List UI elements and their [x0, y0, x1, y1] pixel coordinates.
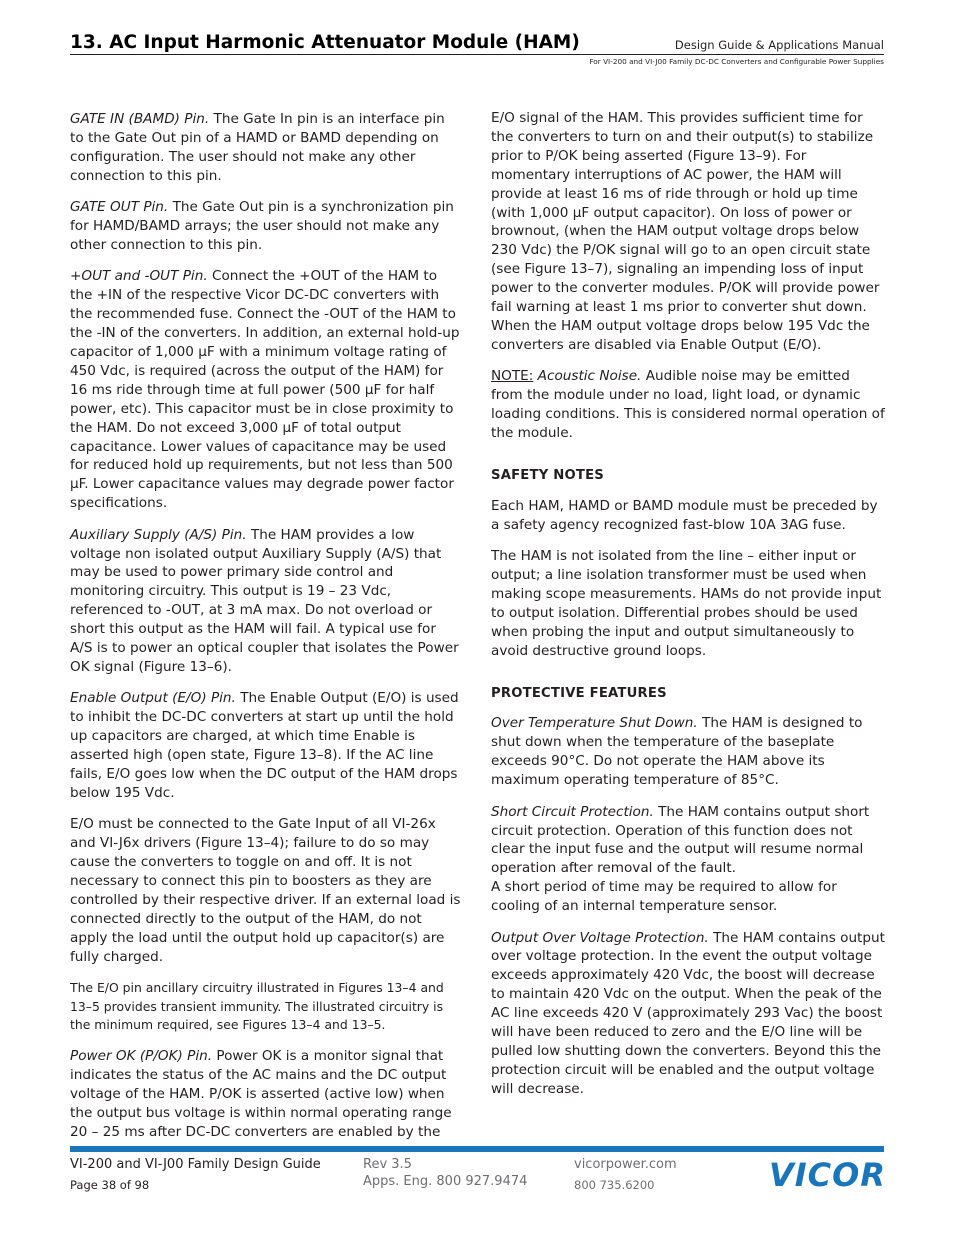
revision-label: Rev 3.5	[363, 1157, 412, 1172]
paragraph-over-voltage	[491, 929, 885, 1099]
paragraph-text: The Gate In pin is an interface pin to the Gate Out pin of a HAMD or BAMD depending on configuration. The user should not make any other connection to this pin.	[70, 111, 445, 184]
safety-notes-heading: SAFETY NOTES	[491, 467, 605, 483]
paragraph-lead: Power OK (P/OK) Pin.	[70, 1048, 213, 1065]
paragraph-text: Connect the +OUT of the HAM to the +IN of the respective Vicor DC-DC converters with the recommended fuse. Connect the -OUT of the HAM to the -IN of the converters. In addition, an external hold-up capacitor of 1,000 µF with a minimum voltage rating of 450 Vdc, is required (across the output of the HAM) for 16 ms ride through time at full power (500 µF for half power, etc). This capacitor must be in close proximity to the HAM. Do not exceed 3,000 µF of total output capacitance. Lower values of capacitance may be used for reduced hold up requirements, but not less than 500 µF. Lower capacitance values may degrade power factor specifications.	[70, 268, 460, 512]
paragraph-text: The HAM provides a low voltage non isolated output Auxiliary Supply (A/S) that may be used to power primary side control and monitoring circuitry. This output is 19 – 23 Vdc, referenced to -OUT, at 3 mA max. Do not overload or short this output as the HAM will fail. A typical use for A/S is to power an optical coupler that isolates the Power OK signal (Figure 13–6).	[70, 526, 459, 675]
paragraph-text: The Enable Output (E/O) is used to inhibit the DC-DC converters at start up until the hold up capacitors are charged, at which time Enable is asserted high (open state, Figure 13–8). If the AC line fails, E/O goes low when the DC output of the HAM drops below 195 Vdc.	[70, 690, 459, 801]
paragraph-lead: Over Temperature Shut Down.	[491, 715, 698, 732]
paragraph-out-pins	[70, 267, 462, 513]
paragraph-text: The HAM contains output short circuit protection. Operation of this function does not clear the input fuse and the output will resume normal operation after removal of the fault.	[491, 803, 870, 877]
note-acoustic-noise	[491, 367, 885, 443]
paragraph-lead: GATE OUT Pin.	[70, 199, 169, 216]
paragraph-text: Power OK is a monitor signal that indicates the status of the AC mains and the DC output voltage of the HAM. P/OK is asserted (active low) when the output bus voltage is within normal operating range 20 – 25 ms after DC-DC converters are enabled by the	[70, 1048, 452, 1140]
website-link[interactable]: vicorpower.com	[574, 1157, 677, 1172]
protective-features-heading: PROTECTIVE FEATURES	[491, 685, 667, 701]
paragraph-lead: Enable Output (E/O) Pin.	[70, 690, 236, 707]
vicor-logo: VICOR	[769, 1156, 886, 1194]
page-title: 13. AC Input Harmonic Attenuator Module (HAM)	[70, 32, 580, 53]
paragraph-text: The HAM contains output over voltage protection. In the event the output voltage exceeds approximately 420 Vdc, the boost will decrease to maintain 420 Vdc on the output. When the peak of the AC line exceeds 420 V (approximately 293 Vac) the boost will have been reduced to zero and the E/O line will be pulled low shutting down the converters. Beyond this the protection circuit will be enabled and the output voltage will decrease.	[491, 929, 885, 1097]
right-column	[491, 110, 885, 1111]
note-label: NOTE:	[491, 368, 534, 385]
paragraph-short-circuit	[491, 803, 885, 916]
paragraph-text: The HAM is designed to shut down when the temperature of the baseplate exceeds 90°C. Do not operate the HAM above its maximum operating temperature of 85°C.	[491, 715, 863, 789]
manual-subtitle: For VI-200 and VI-J00 Family DC-DC Converters and Configurable Power Supplies	[589, 57, 884, 66]
manual-title: Design Guide & Applications Manual	[674, 38, 884, 52]
paragraph-power-ok	[70, 1047, 462, 1142]
paragraph-over-temperature	[491, 714, 885, 790]
page-number: Page 38 of 98	[70, 1178, 150, 1192]
paragraph-lead: +OUT and -OUT Pin.	[70, 268, 208, 285]
paragraph-text: The Gate Out pin is a synchronization pin for HAMD/BAMD arrays; the user should not make any other connection to this pin.	[70, 199, 454, 253]
safety-paragraph: Each HAM, HAMD or BAMD module must be preceded by a safety agency recognized fast-blow 10A 3AG fuse.	[491, 497, 878, 533]
footer-revision	[363, 1157, 527, 1189]
paragraph-lead: Auxiliary Supply (A/S) Pin.	[70, 526, 247, 543]
paragraph-eo-connection: E/O must be connected to the Gate Input of all VI-26x and VI-J6x drivers (Figure 13–4); failure to do so may cause the converters to toggle on and off. It is not necessary to connect this pin to boosters as they are controlled by their respective driver. If an external load is connected directly to the output of the HAM, do not apply the load until the output hold up capacitor(s) are fully charged.	[70, 816, 461, 965]
footer-guide-title: VI-200 and VI-J00 Family Design Guide	[70, 1157, 321, 1172]
note-lead: Acoustic Noise.	[533, 368, 642, 385]
paragraph-text: A short period of time may be required to allow for cooling of an internal temperature sensor.	[491, 879, 837, 915]
contact-phone: 800 735.6200	[574, 1178, 655, 1192]
left-column	[70, 110, 462, 1154]
paragraph-enable-output	[70, 689, 462, 802]
paragraph-aux-supply	[70, 526, 462, 677]
paragraph-gate-out	[70, 198, 462, 255]
safety-notes	[491, 497, 885, 661]
safety-paragraph: The HAM is not isolated from the line – either input or output; a line isolation transformer must be used when making scope measurements. HAMs do not provide input to output isolation. Differential probes should be used when probing the input and output simultaneously to avoid destructive ground loops.	[491, 548, 882, 659]
header-divider	[70, 54, 884, 55]
paragraph-gate-in	[70, 110, 462, 186]
paragraph-lead: Output Over Voltage Protection.	[491, 929, 709, 946]
apps-eng-phone: Apps. Eng. 800 927.9474	[363, 1174, 528, 1189]
footer-guide	[70, 1157, 321, 1192]
note-text: Audible noise may be emitted from the module under no load, light load, or dynamic loading conditions. This is considered normal operation of the module.	[491, 368, 885, 441]
footer-contact	[574, 1157, 677, 1192]
paragraph-power-ok-continued: E/O signal of the HAM. This provides sufficient time for the converters to turn on and their output(s) to stabilize prior to P/OK being asserted (Figure 13–9). For momentary interruptions of AC power, the HAM will provide at least 16 ms of ride through or hold up time (with 1,000 µF output capacitor). On loss of power or brownout, (when the HAM output voltage drops below 230 Vdc) the P/OK signal will go to an open circuit state (see Figure 13–7), signaling an impending loss of input power to the converter modules. P/OK will provide power fail warning at least 1 ms prior to converter shut down. When the HAM output voltage drops below 195 Vdc the converters are disabled via Enable Output (E/O).	[491, 110, 880, 353]
paragraph-eo-ancillary: The E/O pin ancillary circuitry illustrated in Figures 13–4 and 13–5 provides transient immunity. The illustrated circuitry is the minimum required, see Figures 13–4 and 13–5.	[70, 980, 444, 1033]
footer-accent-bar	[70, 1146, 884, 1152]
paragraph-lead: Short Circuit Protection.	[491, 803, 654, 820]
paragraph-lead: GATE IN (BAMD) Pin.	[70, 111, 210, 127]
